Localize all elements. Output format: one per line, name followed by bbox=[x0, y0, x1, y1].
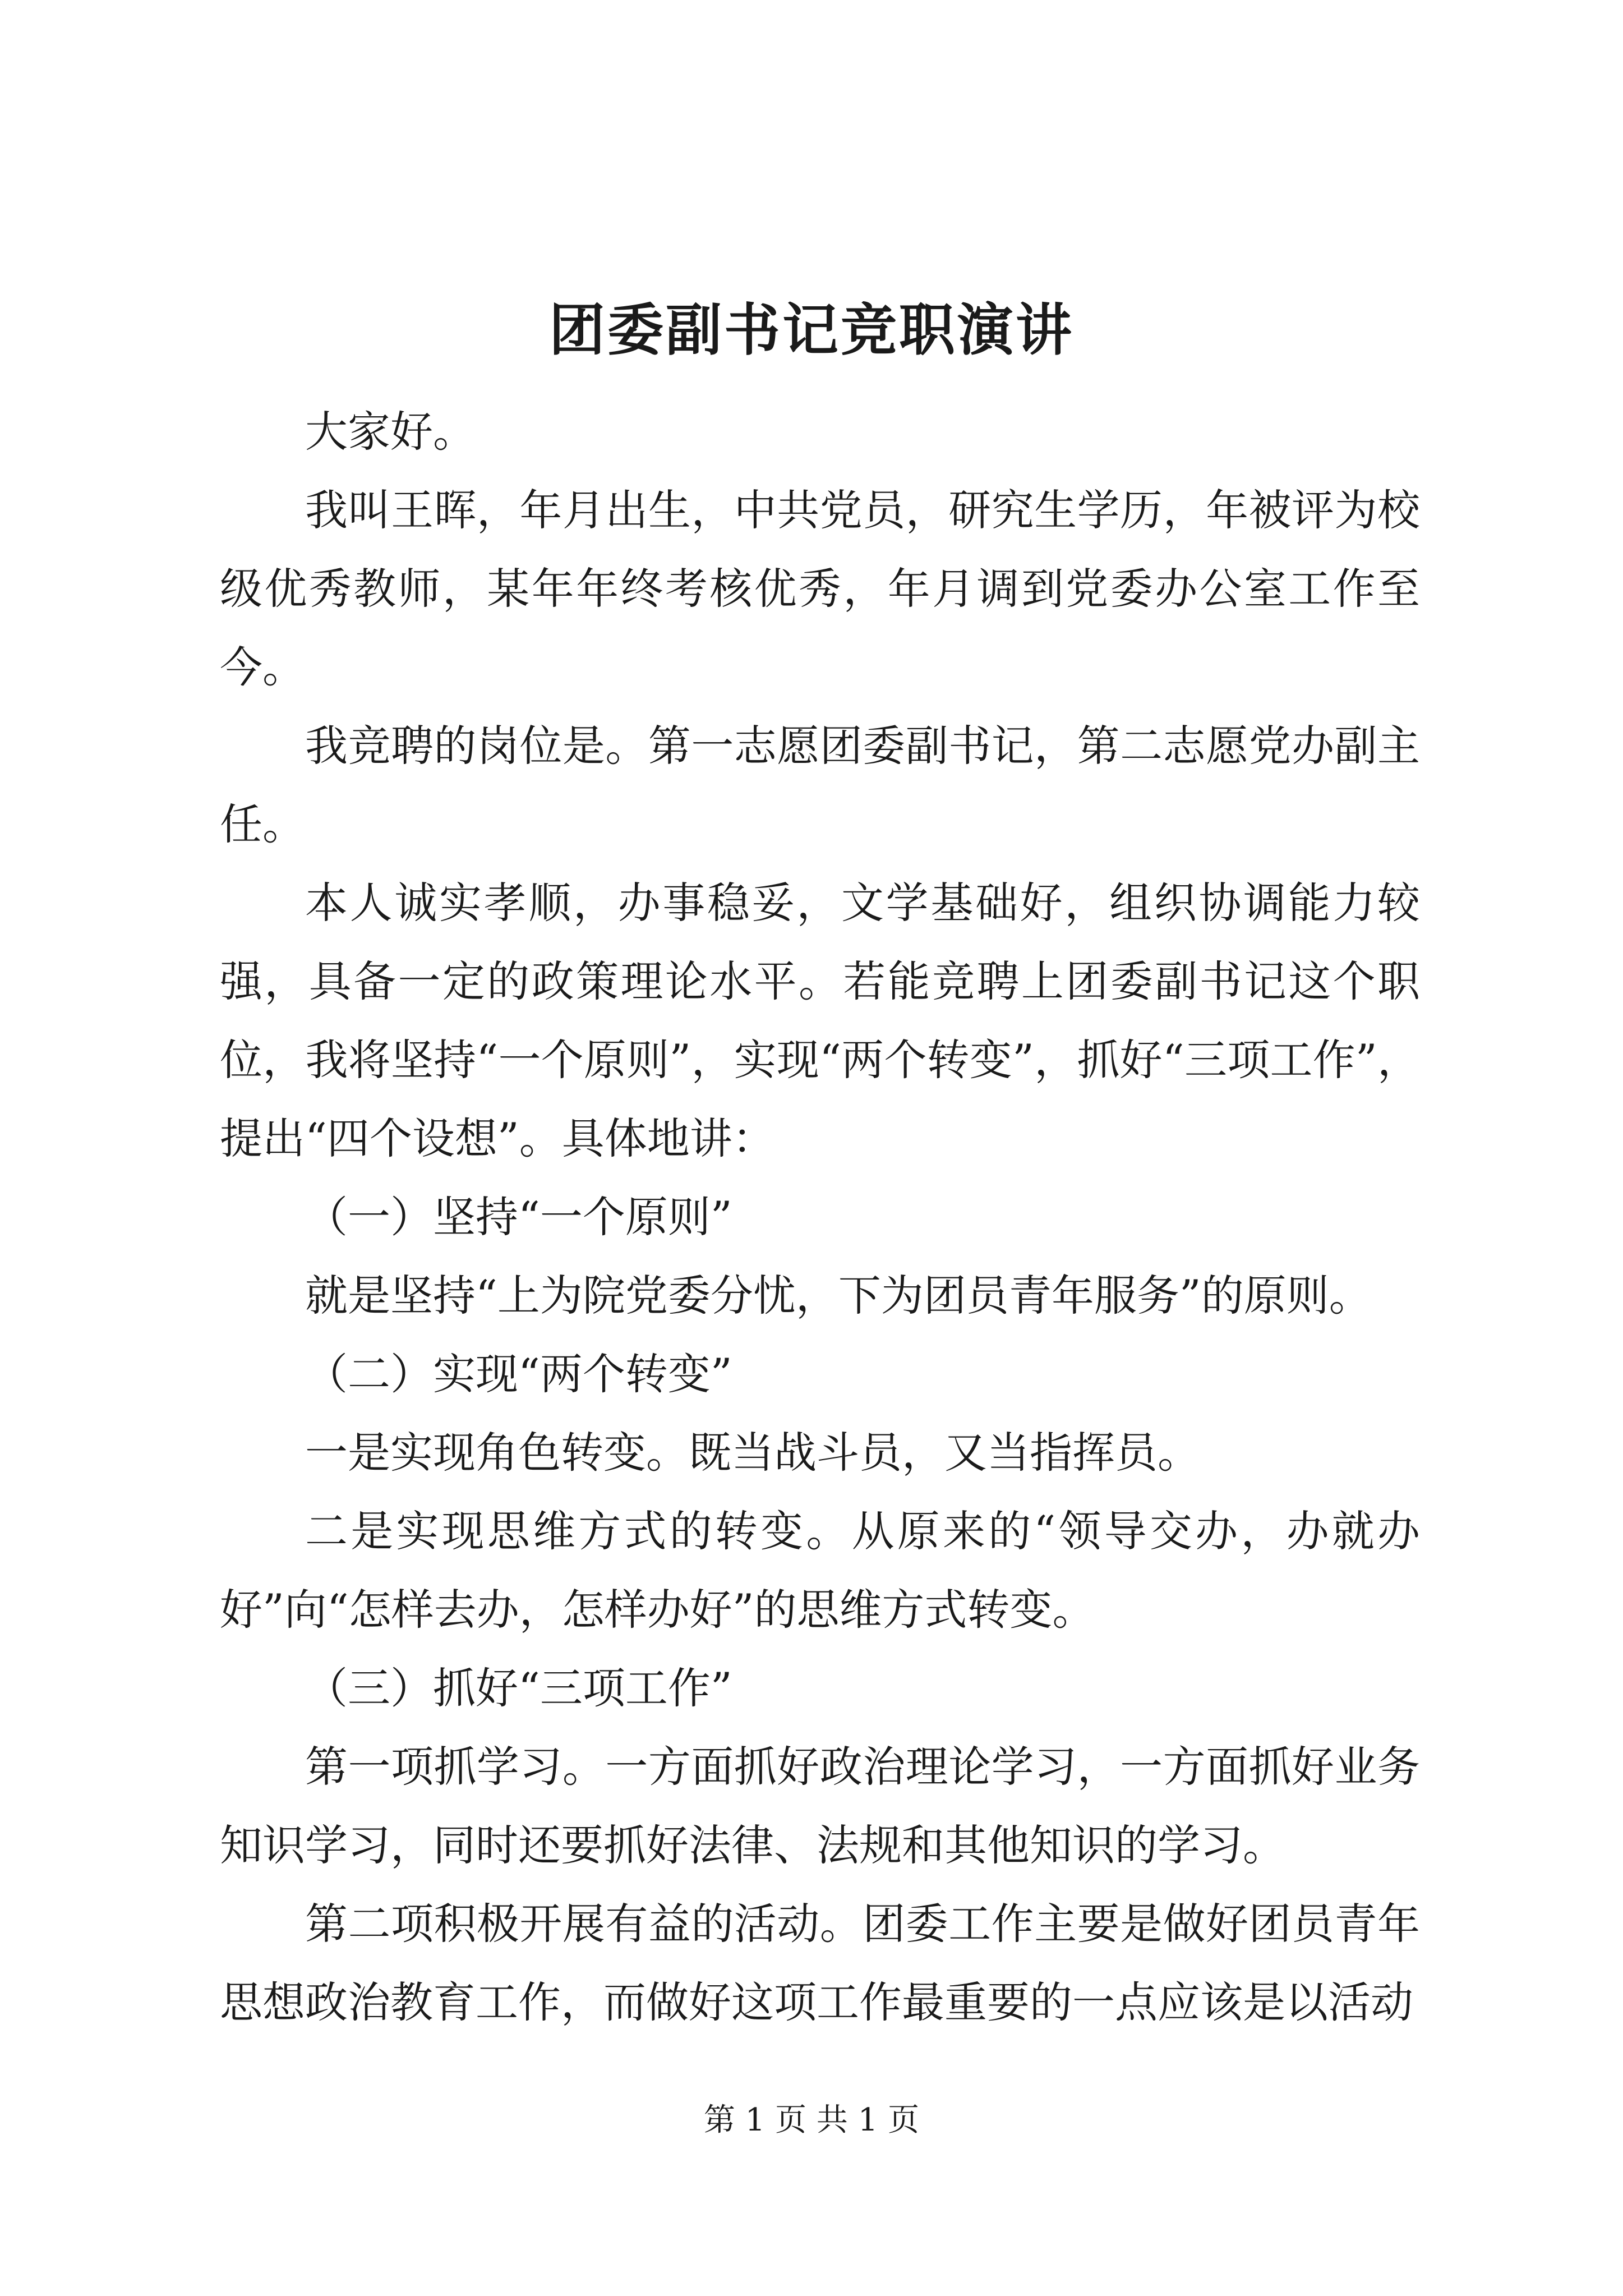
paragraph: 我叫王晖，年月出生，中共党员，研究生学历，年被评为校级优秀教师，某年年终考核优秀，年月调到党委办公室工作至今。 bbox=[220, 485, 1420, 692]
paragraph: 大家好。 bbox=[305, 407, 476, 457]
section-heading: （三）抓好“三项工作” bbox=[305, 1663, 732, 1713]
document-title: 团委副书记竞职演讲 bbox=[549, 297, 1074, 363]
page-number-footer: 第 1 页 共 1 页 bbox=[703, 2102, 920, 2138]
paragraph: 我竞聘的岗位是。第一志愿团委副书记，第二志愿党办副主任。 bbox=[220, 721, 1420, 849]
paragraph: 二是实现思维方式的转变。从原来的“领导交办，办就办好”向“怎样去办，怎样办好”的思维方式转变。 bbox=[220, 1506, 1420, 1635]
paragraph: 第一项抓学习。一方面抓好政治理论学习，一方面抓好业务知识学习，同时还要抓好法律、法规和其他知识的学习。 bbox=[220, 1742, 1420, 1870]
section-heading: （二）实现“两个转变” bbox=[305, 1349, 732, 1399]
paragraph: 本人诚实孝顺，办事稳妥，文学基础好，组织协调能力较强，具备一定的政策理论水平。若能竞聘上团委副书记这个职位，我将坚持“一个原则”，实现“两个转变”，抓好“三项工作”，提出“四个设想”。具体地讲： bbox=[220, 878, 1420, 1163]
paragraph: 第二项积极开展有益的活动。团委工作主要是做好团员青年思想政治教育工作，而做好这项工作最重要的一点应该是以活动 bbox=[220, 1899, 1420, 2027]
document-body bbox=[220, 393, 1420, 2042]
section-heading: （一）坚持“一个原则” bbox=[305, 1192, 732, 1242]
paragraph: 一是实现角色转变。既当战斗员，又当指挥员。 bbox=[305, 1428, 1200, 1478]
paragraph: 就是坚持“上为院党委分忧，下为团员青年服务”的原则。 bbox=[305, 1271, 1372, 1320]
